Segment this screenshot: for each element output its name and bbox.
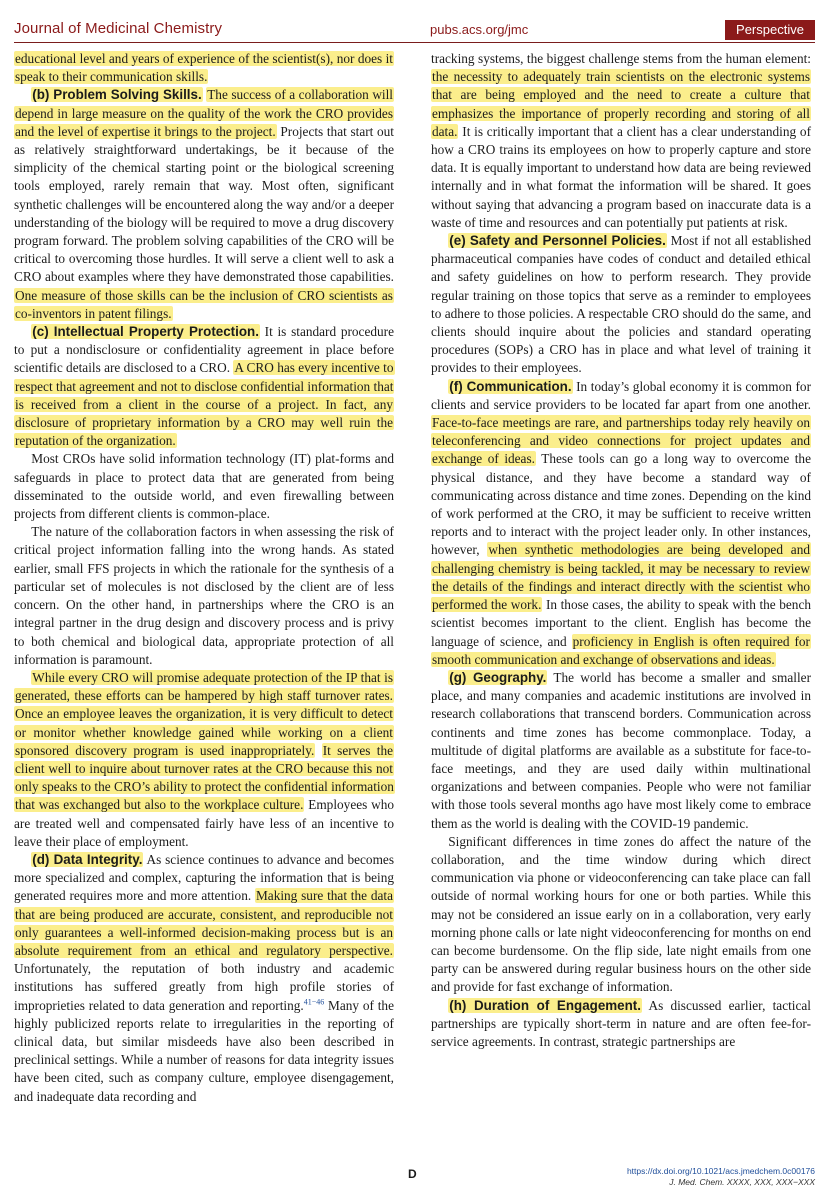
paragraph: The nature of the collaboration factors in when assessing the risk of critical project information falling into the wrong hands. As stated earlier, small FFS projects in which the rationale for the synthesis of a particular set of molecules is not disclosed by the client are of less concern. On the other hand, in partnerships where the CRO is an integral partner in the drug design and discovery process and is privy to both chemical and biological data, appropriate protection of all information is paramount.	[14, 524, 394, 667]
highlight: A CRO has every incentive to respect that agreement and not to disclose confidential information that is received from a client in the course of a project. In fact, any disclosure of proprietary information by a CRO may well ruin the reputation of the organization.	[15, 360, 394, 449]
highlight: While every CRO will promise adequate protection of the IP that is generated, these efforts can be hampered by high staff turnover rates. Once an employee leaves the organization, it is very difficult to detect or monitor whether knowledge gained while working on a client sponsored discovery program is used inappropriately.	[15, 669, 393, 758]
paragraph	[431, 997, 811, 1052]
doi-block	[627, 1166, 815, 1188]
body-text: As science continues to advance and becomes more specialized and complex, capturing the information that is being generated requires more and more attention.	[14, 851, 394, 904]
body-text: These tools can go a long way to overcome the physical distance, and they have become a standard way of communicating across distance and time zones. Depending on the kind of work performed at the CRO, it may be sufficient to receive written reports and to interact with the project leader only. In other instances, however,	[431, 451, 811, 558]
body-text: In today’s global economy it is common for clients and service providers to be located far apart from one another.	[431, 378, 811, 412]
body-text: The world has become a smaller and smaller place, and many companies and academic institutions are involved in research collaborations that transcend borders. Communication across continents and time zones has become commonplace. Today, a multitude of digital platforms are available as a substitute for face-to-face meetings, and they are used daily within multinational organizations and between companies. People who were not familiar with those tools several months ago have most likely come to embrace them as the world is dealing with the COVID-19 pandemic.	[431, 669, 811, 831]
highlight: proficiency in English is often required for smooth communication and exchange of observations and ideas.	[432, 633, 810, 667]
body-text	[315, 743, 321, 758]
highlight: when synthetic methodologies are being developed and challenging chemistry is being tackled, it may be necessary to review the details of the findings and interact directly with the scientist who performed the work.	[432, 542, 810, 613]
citation: J. Med. Chem. XXXX, XXX, XXX−XXX	[669, 1177, 815, 1187]
journal-title: Journal of Medicinal Chemistry	[14, 20, 223, 37]
paragraph: Significant differences in time zones do affect the nature of the collaboration, and the time window during which direct communication via phone or videoconferencing can take place can fall outside of normal working hours for one or both parties. While this may not be considered an issue early on in a collaboration, very early morning phone calls or late night videoconferencing for months on end can become burdensome. On the flip side, late night emails from one party can be answered during regular business hours on the other side and provide for fast exchange of information.	[431, 833, 811, 995]
highlight: Face-to-face meetings are rare, and partnerships today rely heavily on teleconferencing and video connections for project updates and exchange of ideas.	[432, 415, 810, 467]
body-text: In those cases, the ability to speak with the bench scientist becomes important to the client. English has become the language of science, and	[431, 597, 811, 649]
paragraph	[14, 851, 394, 1106]
highlight: the necessity to adequately train scientists on the electronic systems that are being employed and the need to create a culture that emphasizes the importance of properly recording and storing of all data.	[432, 69, 810, 139]
highlight: educational level and years of experience of the scientist(s), nor does it speak to their communication skills.	[15, 51, 393, 85]
section-heading: (g) Geography.	[449, 669, 547, 685]
paragraph	[14, 50, 394, 86]
section-heading: (e) Safety and Personnel Policies.	[449, 233, 666, 249]
body-text: As discussed earlier, tactical partnerships are typically short-term in nature and are often fee-for-service agreements. In contrast, strategic partnerships are	[431, 997, 811, 1049]
highlight: It serves the client well to inquire about turnover rates at the CRO because this not only speaks to the CRO’s ability to protect the confidential information that was exchanged but also to the workplace culture.	[15, 742, 394, 813]
paragraph	[431, 232, 811, 378]
paragraph	[431, 378, 811, 669]
page-number: D	[408, 1167, 417, 1181]
paragraph	[14, 669, 394, 851]
section-heading: (d) Data Integrity.	[32, 851, 143, 867]
body-text: Employees who are treated well and compensated fairly have less of an incentive to leave their place of employment.	[14, 797, 394, 849]
paragraph	[431, 50, 811, 232]
section-heading: (h) Duration of Engagement.	[449, 997, 641, 1013]
doi-link[interactable]: https://dx.doi.org/10.1021/acs.jmedchem.0c00176	[626, 1166, 815, 1176]
paragraph	[14, 86, 394, 323]
section-badge: Perspective	[725, 20, 815, 40]
left-column	[14, 50, 394, 1106]
page-header	[14, 20, 815, 43]
highlight: One measure of those skills can be the inclusion of CRO scientists as co-inventors in patent filings.	[15, 287, 393, 321]
journal-url[interactable]: pubs.acs.org/jmc	[430, 22, 529, 37]
paragraph	[14, 323, 394, 450]
body-text: Unfortunately, the reputation of both industry and academic institutions has suffered greatly from high profile stories of improprieties related to data generation and reporting.	[14, 961, 394, 1013]
section-heading: (f) Communication.	[449, 378, 572, 394]
paragraph	[431, 669, 811, 833]
reference-link[interactable]: 41−46	[303, 997, 325, 1007]
paragraph: Most CROs have solid information technology (IT) plat-forms and safeguards in place to protect data that are generated from being disseminated to the outside world, and even firewalling between projects from different clients is common-place.	[14, 451, 394, 522]
body-text: It is critically important that a client has a clear understanding of how a CRO trains its employees on how to properly capture and store data. It is equally important to understand how data are being reviewed internally and in what format the information will be shared. It goes without saying that advancing a program based on inaccurate data is a waste of time and resources and can potentially put patients at risk.	[431, 123, 811, 230]
section-heading: (c) Intellectual Property Protection.	[32, 324, 259, 340]
body-text: Projects that start out as relatively straightforward undertakings, be it because of the simplicity of the chemical starting point or the biological screening tools employed, rarely remain that way. Most often, significant synthetic challenges will be encountered along the way and/or a deeper understanding of the biology will be required to move a drug discovery program forward. The problem solving capabilities of the CRO will be critical to overcoming those hurdles. It will serve a client well to ask a CRO about examples where they have demonstrated those capabilities.	[14, 123, 394, 285]
right-column	[431, 50, 811, 1051]
body-text: tracking systems, the biggest challenge stems from the human element:	[431, 51, 811, 66]
section-heading: (b) Problem Solving Skills.	[32, 87, 202, 103]
body-text: It is standard procedure to put a nondisclosure or confidentiality agreement in place before scientific details are disclosed to a CRO.	[14, 324, 394, 376]
highlight: Making sure that the data that are being produced are accurate, consistent, and reproducible not only guarantees a well-informed decision-making process but is an absolute requirement from an ethical and regulatory perspective.	[15, 888, 393, 958]
body-text: Most if not all established pharmaceutical companies have codes of conduct and detailed ethical and safety guidelines on how to perform research. They provide regular training on those topics that serve as a reminder to employees to adhere to those policies. A respectable CRO should do the same, and clients should inquire about the policies and standard operating procedures (SOPs) a CRO has in place and what level of training it provides to their employees.	[431, 233, 812, 376]
body-text: Many of the highly publicized reports relate to irregularities in the reporting of clinical data, but similar misdeeds have also been described in preclinical settings. While a number of reasons for data integrity issues have been cited, such as company culture, employee disengagement, and inadequate data recording and	[14, 997, 394, 1104]
highlight: The success of a collaboration will depend in large measure on the quality of the work the CRO provides and the level of expertise it brings to the project.	[15, 87, 393, 139]
